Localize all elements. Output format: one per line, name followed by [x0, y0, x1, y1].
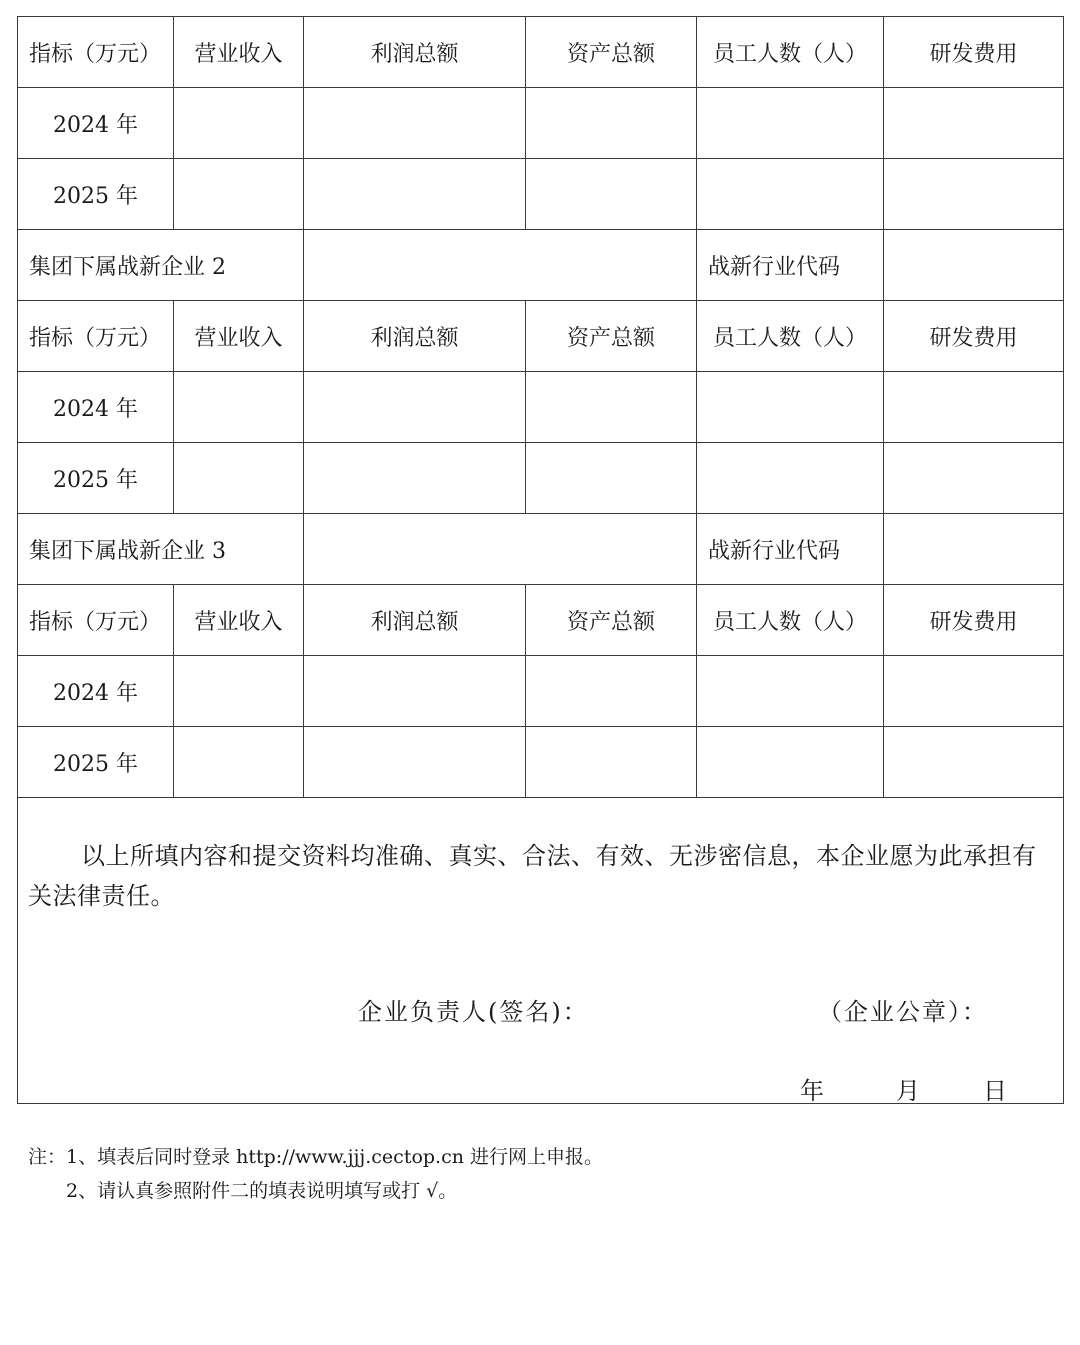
- header-total-profit: 利润总额: [304, 585, 526, 656]
- revenue-cell[interactable]: [174, 656, 304, 727]
- signature-label: 企业负责人(签名)：: [358, 998, 589, 1026]
- year-row: [18, 372, 1064, 443]
- enterprise-3-row: [18, 514, 1064, 585]
- enterprise-2-name-cell[interactable]: [304, 230, 697, 301]
- employees-cell[interactable]: [697, 727, 884, 798]
- assets-cell[interactable]: [526, 727, 697, 798]
- header-employees: 员工人数（人）: [697, 17, 884, 88]
- header-rd-expense: 研发费用: [884, 585, 1064, 656]
- header-rd-expense: 研发费用: [884, 17, 1064, 88]
- header-indicator: 指标（万元）: [18, 585, 174, 656]
- year-row: [18, 727, 1064, 798]
- date-month-label: 月: [896, 1077, 920, 1104]
- enterprise-2-label: 集团下属战新企业 2: [18, 230, 304, 301]
- header-rd-expense: 研发费用: [884, 301, 1064, 372]
- assets-cell[interactable]: [526, 443, 697, 514]
- header-total-profit: 利润总额: [304, 301, 526, 372]
- enterprise-3-code-label: 战新行业代码: [697, 514, 884, 585]
- enterprise-2-code-label: 战新行业代码: [697, 230, 884, 301]
- year-row: [18, 159, 1064, 230]
- profit-cell[interactable]: [304, 88, 526, 159]
- assets-cell[interactable]: [526, 372, 697, 443]
- header-revenue: 营业收入: [174, 585, 304, 656]
- assets-cell[interactable]: [526, 88, 697, 159]
- employees-cell[interactable]: [697, 159, 884, 230]
- header-total-profit: 利润总额: [304, 17, 526, 88]
- declaration-cell: [18, 798, 1064, 1104]
- rd-cell[interactable]: [884, 88, 1064, 159]
- note-2: 2、请认真参照附件二的填表说明填写或打 √。: [66, 1180, 458, 1202]
- employees-cell[interactable]: [697, 88, 884, 159]
- year-row: [18, 443, 1064, 514]
- header-total-assets: 资产总额: [526, 585, 697, 656]
- profit-cell[interactable]: [304, 443, 526, 514]
- year-label: 2024 年: [18, 656, 174, 727]
- date-day-label: 日: [983, 1077, 1007, 1104]
- enterprise-3-code-cell[interactable]: [884, 514, 1064, 585]
- rd-cell[interactable]: [884, 656, 1064, 727]
- year-row: [18, 88, 1064, 159]
- year-label: 2025 年: [18, 159, 174, 230]
- revenue-cell[interactable]: [174, 372, 304, 443]
- rd-cell[interactable]: [884, 443, 1064, 514]
- profit-cell[interactable]: [304, 159, 526, 230]
- year-label: 2025 年: [18, 443, 174, 514]
- assets-cell[interactable]: [526, 159, 697, 230]
- year-label: 2025 年: [18, 727, 174, 798]
- header-row: [18, 17, 1064, 88]
- header-revenue: 营业收入: [174, 301, 304, 372]
- employees-cell[interactable]: [697, 443, 884, 514]
- assets-cell[interactable]: [526, 656, 697, 727]
- profit-cell[interactable]: [304, 727, 526, 798]
- header-indicator: 指标（万元）: [18, 17, 174, 88]
- year-label: 2024 年: [18, 372, 174, 443]
- header-total-assets: 资产总额: [526, 301, 697, 372]
- enterprise-3-label: 集团下属战新企业 3: [18, 514, 304, 585]
- header-row: [18, 585, 1064, 656]
- header-employees: 员工人数（人）: [697, 301, 884, 372]
- employees-cell[interactable]: [697, 372, 884, 443]
- profit-cell[interactable]: [304, 372, 526, 443]
- revenue-cell[interactable]: [174, 159, 304, 230]
- revenue-cell[interactable]: [174, 727, 304, 798]
- enterprise-3-name-cell[interactable]: [304, 514, 697, 585]
- employees-cell[interactable]: [697, 656, 884, 727]
- seal-label: （企业公章）：: [818, 998, 988, 1026]
- rd-cell[interactable]: [884, 727, 1064, 798]
- notes: [28, 1140, 603, 1208]
- header-row: [18, 301, 1064, 372]
- header-employees: 员工人数（人）: [697, 585, 884, 656]
- date-year-label: 年: [800, 1077, 824, 1104]
- header-revenue: 营业收入: [174, 17, 304, 88]
- enterprise-2-code-cell[interactable]: [884, 230, 1064, 301]
- year-label: 2024 年: [18, 88, 174, 159]
- enterprise-data-table: [17, 16, 1064, 1104]
- rd-cell[interactable]: [884, 159, 1064, 230]
- declaration-text: 以上所填内容和提交资料均准确、真实、合法、有效、无涉密信息，本企业愿为此承担有关法律责任。: [28, 842, 1037, 910]
- revenue-cell[interactable]: [174, 88, 304, 159]
- header-indicator: 指标（万元）: [18, 301, 174, 372]
- revenue-cell[interactable]: [174, 443, 304, 514]
- year-row: [18, 656, 1064, 727]
- declaration-row: [18, 798, 1064, 1104]
- note-1: 注：1、填表后同时登录 http://www.jjj.cectop.cn 进行网上申报。: [28, 1146, 604, 1168]
- header-total-assets: 资产总额: [526, 17, 697, 88]
- rd-cell[interactable]: [884, 372, 1064, 443]
- enterprise-2-row: [18, 230, 1064, 301]
- profit-cell[interactable]: [304, 656, 526, 727]
